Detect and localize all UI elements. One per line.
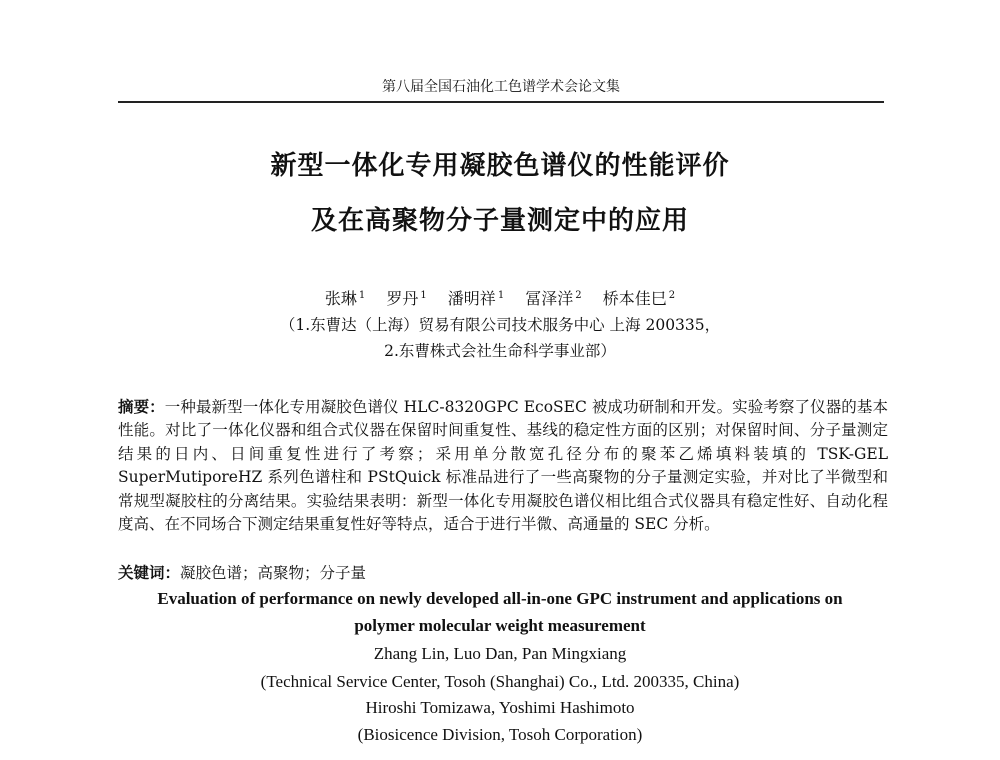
author-affiliation-mark: 1 xyxy=(497,290,505,301)
author-name: 潘明祥 xyxy=(447,289,496,308)
english-affiliation-1: (Technical Service Center, Tosoh (Shanghai) Co., Ltd. 200335, China) xyxy=(260,672,740,691)
author-affiliation-mark: 1 xyxy=(420,290,427,301)
author xyxy=(603,289,675,308)
english-affiliation-2: (Biosicence Division, Tosoh Corporation) xyxy=(357,725,643,744)
abstract-label: 摘要： xyxy=(118,397,165,416)
affiliation-line-1: （1.东曹达（上海）贸易有限公司技术服务中心 上海 200335， xyxy=(279,316,721,334)
author-name: 张琳 xyxy=(324,289,357,308)
author-affiliation-mark: 2 xyxy=(668,290,676,301)
english-title-line-1: Evaluation of performance on newly developed all-in-one GPC instrument and applications on xyxy=(157,589,843,608)
author xyxy=(325,289,365,308)
abstract xyxy=(118,395,888,536)
affiliation-line-2: 2.东曹株式会社生命科学事业部） xyxy=(384,342,616,360)
author-name: 冨泽洋 xyxy=(525,289,574,308)
keywords-text: 凝胶色谱；高聚物；分子量 xyxy=(180,564,367,582)
keywords xyxy=(118,562,888,584)
author xyxy=(386,289,426,308)
abstract-text: 一种最新型一体化专用凝胶色谱仪 HLC-8320GPC EcoSEC 被成功研制和开发。实验考察了仪器的基本性能。对比了一体化仪器和组合式仪器在保留时间重复性、基线的稳定性方面的区别；对保留时间、分子量测定结果的日内、日间重复性进行了考察；采用单分散宽孔径分布的聚苯乙烯填料装填的 TSK-GEL SuperMutiporeHZ 系列色谱柱和 PStQuick 标准品进行了一些高聚物的分子量测定实验，并对比了半微型和常规型凝胶柱的分离结果。实验结果表明：新型一体化专用凝胶色谱仪相比组合式仪器具有稳定性好、自动化程度高、在不同场合下测定结果重复性好等特点，适合于进行半微、高通量的 SEC 分析。 xyxy=(118,398,888,534)
author-affiliation-mark: 2 xyxy=(575,290,582,301)
author xyxy=(448,289,504,308)
paper-title-line-2: 及在高聚物分子量测定中的应用 xyxy=(310,206,689,236)
running-header: 第八届全国石油化工色谱学术会论文集 xyxy=(382,79,620,95)
header-rule xyxy=(118,101,884,103)
author-affiliation-mark: 1 xyxy=(358,290,366,301)
keywords-label: 关键词： xyxy=(118,563,181,582)
english-title-line-2: polymer molecular weight measurement xyxy=(354,616,646,635)
author-list xyxy=(100,285,900,310)
english-authors-2: Hiroshi Tomizawa, Yoshimi Hashimoto xyxy=(365,698,635,717)
author xyxy=(525,289,581,308)
author-name: 罗丹 xyxy=(386,289,419,308)
english-authors-1: Zhang Lin, Luo Dan, Pan Mingxiang xyxy=(373,644,627,663)
paper-title-line-1: 新型一体化专用凝胶色谱仪的性能评价 xyxy=(270,151,730,181)
author-name: 桥本佳巳 xyxy=(602,289,667,308)
